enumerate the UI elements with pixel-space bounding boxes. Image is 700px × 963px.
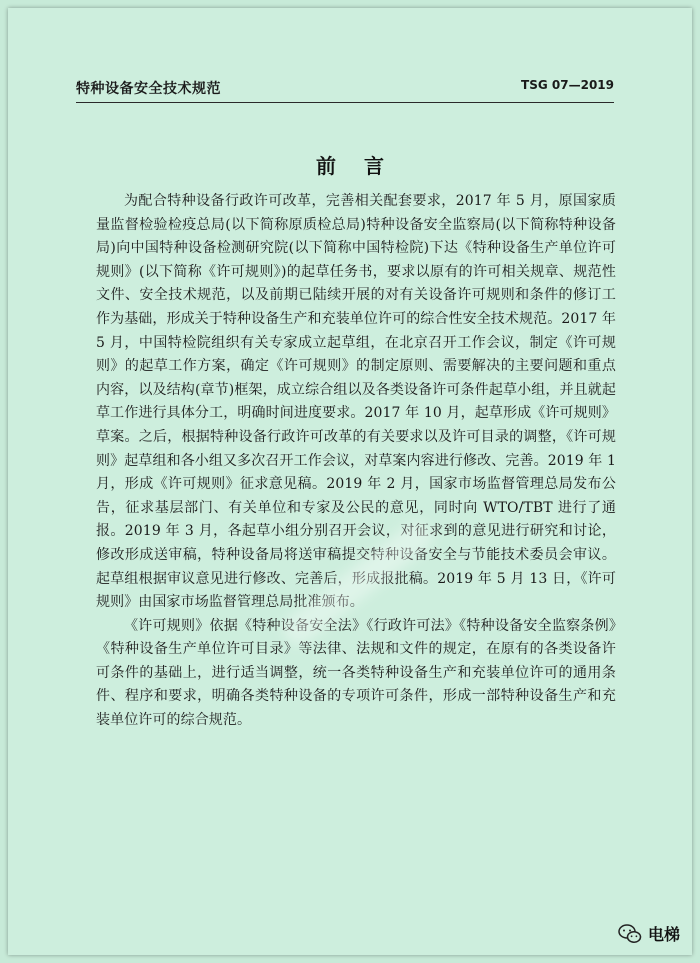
page-title: 前言 (316, 154, 412, 178)
paragraph-1: 为配合特种设备行政许可改革，完善相关配套要求，2017 年 5 月，原国家质量监督检验检疫总局(以下简称原质检总局)特种设备安全监察局(以下简称特种设备局)向中国特种设备检测研究院(以下简称中国特检院)下达《特种设备生产单位许可规则》(以下简称《许可规则》)的起草任务书，要求以原有的许可相关规章、规范性文件、安全技术规范，以及前期已陆续开展的对有关设备许可规则和条件的修订工作为基础，形成关于特种设备生产和充装单位许可的综合性安全技术规范。2017 年 5 月，中国特检院组织有关专家成立起草组，在北京召开工作会议，制定《许可规则》的起草工作方案，确定《许可规则》的制定原则、需要解决的主要问题和重点内容，以及结构(章节)框架，成立综合组以及各类设备许可条件起草小组，并且就起草工作进行具体分工，明确时间进度要求。2017 年 10 月，起草形成《许可规则》草案。之后，根据特种设备行政许可改革的有关要求以及许可目录的调整，《许可规则》起草组和各小组又多次召开工作会议，对草案内容进行修改、完善。2019 年 1 月，形成《许可规则》征求意见稿。2019 年 2 月，国家市场监督管理总局发布公告，征求基层部门、有关单位和专家及公民的意见，同时向 WTO/TBT 进行了通报。2019 年 3 月，各起草小组分别召开会议，对征求到的意见进行研究和讨论，修改形成送审稿，特种设备局将送审稿提交特种设备安全与节能技术委员会审议。起草组根据审议意见进行修改、完善后，形成报批稿。2019 年 5 月 13 日，《许可规则》由国家市场监督管理总局批准颁布。 (96, 193, 616, 611)
document-page (8, 8, 692, 955)
preface-body (96, 190, 616, 733)
header-standard-number: TSG 07—2019 (521, 78, 614, 92)
running-header (76, 78, 614, 103)
paragraph-2: 《许可规则》依据《特种设备安全法》《行政许可法》《特种设备安全监察条例》《特种设备生产单位许可目录》等法律、法规和文件的规定，在原有的各类设备许可条件的基础上，进行适当调整，统一各类特种设备生产和充装单位许可的通用条件、程序和要求，明确各类特种设备的专项许可条件，形成一部特种设备生产和充装单位许可的综合规范。 (96, 617, 616, 729)
source-badge (618, 922, 680, 945)
header-series-title: 特种设备安全技术规范 (76, 81, 221, 97)
wechat-icon (618, 923, 642, 945)
badge-label: 电梯 (647, 925, 680, 944)
